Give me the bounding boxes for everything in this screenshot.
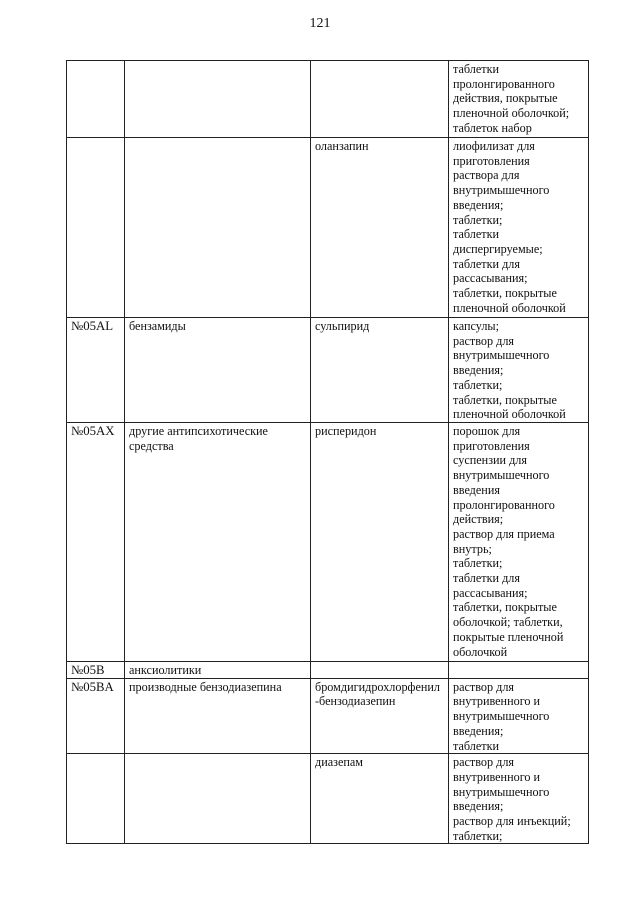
drug-table bbox=[66, 60, 589, 844]
dosage-form-line: таблетки, покрытые bbox=[453, 392, 557, 407]
dosage-form-line: внутримышечного bbox=[453, 709, 550, 724]
dosage-form-line: рассасывания; bbox=[453, 585, 528, 600]
drug-name-cell: рисперидон bbox=[311, 423, 449, 662]
group-cell bbox=[125, 754, 311, 844]
dosage-form-line: таблетки; bbox=[453, 212, 503, 227]
dosage-form-line: раствор для приема bbox=[453, 526, 555, 541]
atc-code-cell: №05AX bbox=[67, 423, 125, 662]
dosage-form-line: введения; bbox=[453, 799, 504, 814]
dosage-form-line: раствора для bbox=[453, 168, 520, 183]
dosage-form-line: пролонгированного bbox=[453, 76, 555, 91]
dosage-form-line: оболочкой bbox=[453, 644, 508, 659]
dosage-form-line: пленочной оболочкой; bbox=[453, 106, 570, 121]
dosage-form-cell bbox=[449, 61, 589, 138]
group-cell: анксиолитики bbox=[125, 662, 311, 679]
page-number: 121 bbox=[309, 16, 331, 31]
dosage-form-line: таблеток набор bbox=[453, 120, 532, 135]
dosage-form-line: внутримышечного bbox=[453, 784, 550, 799]
dosage-form-line: таблетки; bbox=[453, 828, 503, 843]
dosage-form-line: капсулы; bbox=[453, 319, 499, 333]
dosage-form-line: введения; bbox=[453, 723, 504, 738]
drug-name-cell bbox=[311, 662, 449, 679]
dosage-form-line: таблетки bbox=[453, 227, 500, 242]
drug-name-cell: бромдигидрохлорфенил-бензодиазепин bbox=[311, 678, 449, 754]
dosage-form-line: пленочной оболочкой bbox=[453, 407, 566, 422]
dosage-form-cell bbox=[449, 423, 589, 662]
atc-code-cell: №05B bbox=[67, 662, 125, 679]
table-row bbox=[67, 662, 589, 679]
group-cell bbox=[125, 61, 311, 138]
table-row bbox=[67, 754, 589, 844]
dosage-form-line: внутривенного и bbox=[453, 694, 541, 709]
dosage-form-cell bbox=[449, 662, 589, 679]
dosage-form-cell bbox=[449, 318, 589, 423]
dosage-form-line: введения bbox=[453, 482, 500, 497]
drug-name-cell: диазепам bbox=[311, 754, 449, 844]
dosage-form-line: приготовления bbox=[453, 438, 530, 453]
dosage-form-line: внутримышечного bbox=[453, 468, 550, 483]
dosage-form-line: пролонгированного bbox=[453, 497, 555, 512]
dosage-form-line: введения; bbox=[453, 363, 504, 378]
dosage-form-line: раствор для bbox=[453, 755, 515, 770]
dosage-form-line: раствор для bbox=[453, 333, 515, 348]
drug-name-cell bbox=[311, 61, 449, 138]
dosage-form-line: порошок для bbox=[453, 424, 521, 438]
dosage-form-line: таблетки, покрытые bbox=[453, 600, 557, 615]
dosage-form-line: таблетки; bbox=[453, 556, 503, 571]
dosage-form-line: раствор для bbox=[453, 679, 515, 694]
dosage-form-line: внутривенного и bbox=[453, 769, 541, 784]
atc-code-cell: №05BA bbox=[67, 678, 125, 754]
dosage-form-line: суспензии для bbox=[453, 453, 527, 468]
drug-name-cell: оланзапин bbox=[311, 138, 449, 318]
group-cell: производные бензодиазепина bbox=[125, 678, 311, 754]
dosage-form-line: рассасывания; bbox=[453, 271, 528, 286]
dosage-form-line: таблетки для bbox=[453, 256, 520, 271]
dosage-form-cell bbox=[449, 754, 589, 844]
dosage-form-line: таблетки для bbox=[453, 571, 520, 586]
atc-code-cell bbox=[67, 754, 125, 844]
dosage-form-line: таблетки, покрытые bbox=[453, 286, 557, 301]
table-row bbox=[67, 678, 589, 754]
atc-code-cell bbox=[67, 61, 125, 138]
dosage-form-line: введения; bbox=[453, 197, 504, 212]
group-cell: другие антипсихотические средства bbox=[125, 423, 311, 662]
group-cell: бензамиды bbox=[125, 318, 311, 423]
dosage-form-line: действия; bbox=[453, 512, 504, 527]
dosage-form-line: внутримышечного bbox=[453, 183, 550, 198]
atc-code-cell bbox=[67, 138, 125, 318]
atc-code-cell: №05AL bbox=[67, 318, 125, 423]
dosage-form-line: внутримышечного bbox=[453, 348, 550, 363]
dosage-form-cell bbox=[449, 678, 589, 754]
table-row bbox=[67, 423, 589, 662]
dosage-form-line: оболочкой; таблетки, bbox=[453, 615, 563, 630]
table-row bbox=[67, 61, 589, 138]
dosage-form-line: таблетки; bbox=[453, 377, 503, 392]
dosage-form-line: таблетки bbox=[453, 738, 500, 753]
dosage-form-line: раствор для инъекций; bbox=[453, 814, 571, 829]
drug-name-cell: сульпирид bbox=[311, 318, 449, 423]
dosage-form-line: покрытые пленочной bbox=[453, 629, 564, 644]
dosage-form-line: действия, покрытые bbox=[453, 91, 558, 106]
dosage-form-line: пленочной оболочкой bbox=[453, 300, 566, 315]
dosage-form-line: приготовления bbox=[453, 153, 530, 168]
dosage-form-cell bbox=[449, 138, 589, 318]
table-row bbox=[67, 138, 589, 318]
table-body bbox=[67, 61, 589, 844]
dosage-form-line: таблетки bbox=[453, 62, 500, 76]
group-cell bbox=[125, 138, 311, 318]
dosage-form-line: лиофилизат для bbox=[453, 139, 535, 153]
table-row bbox=[67, 318, 589, 423]
dosage-form-line: внутрь; bbox=[453, 541, 492, 556]
dosage-form-line: диспергируемые; bbox=[453, 241, 543, 256]
